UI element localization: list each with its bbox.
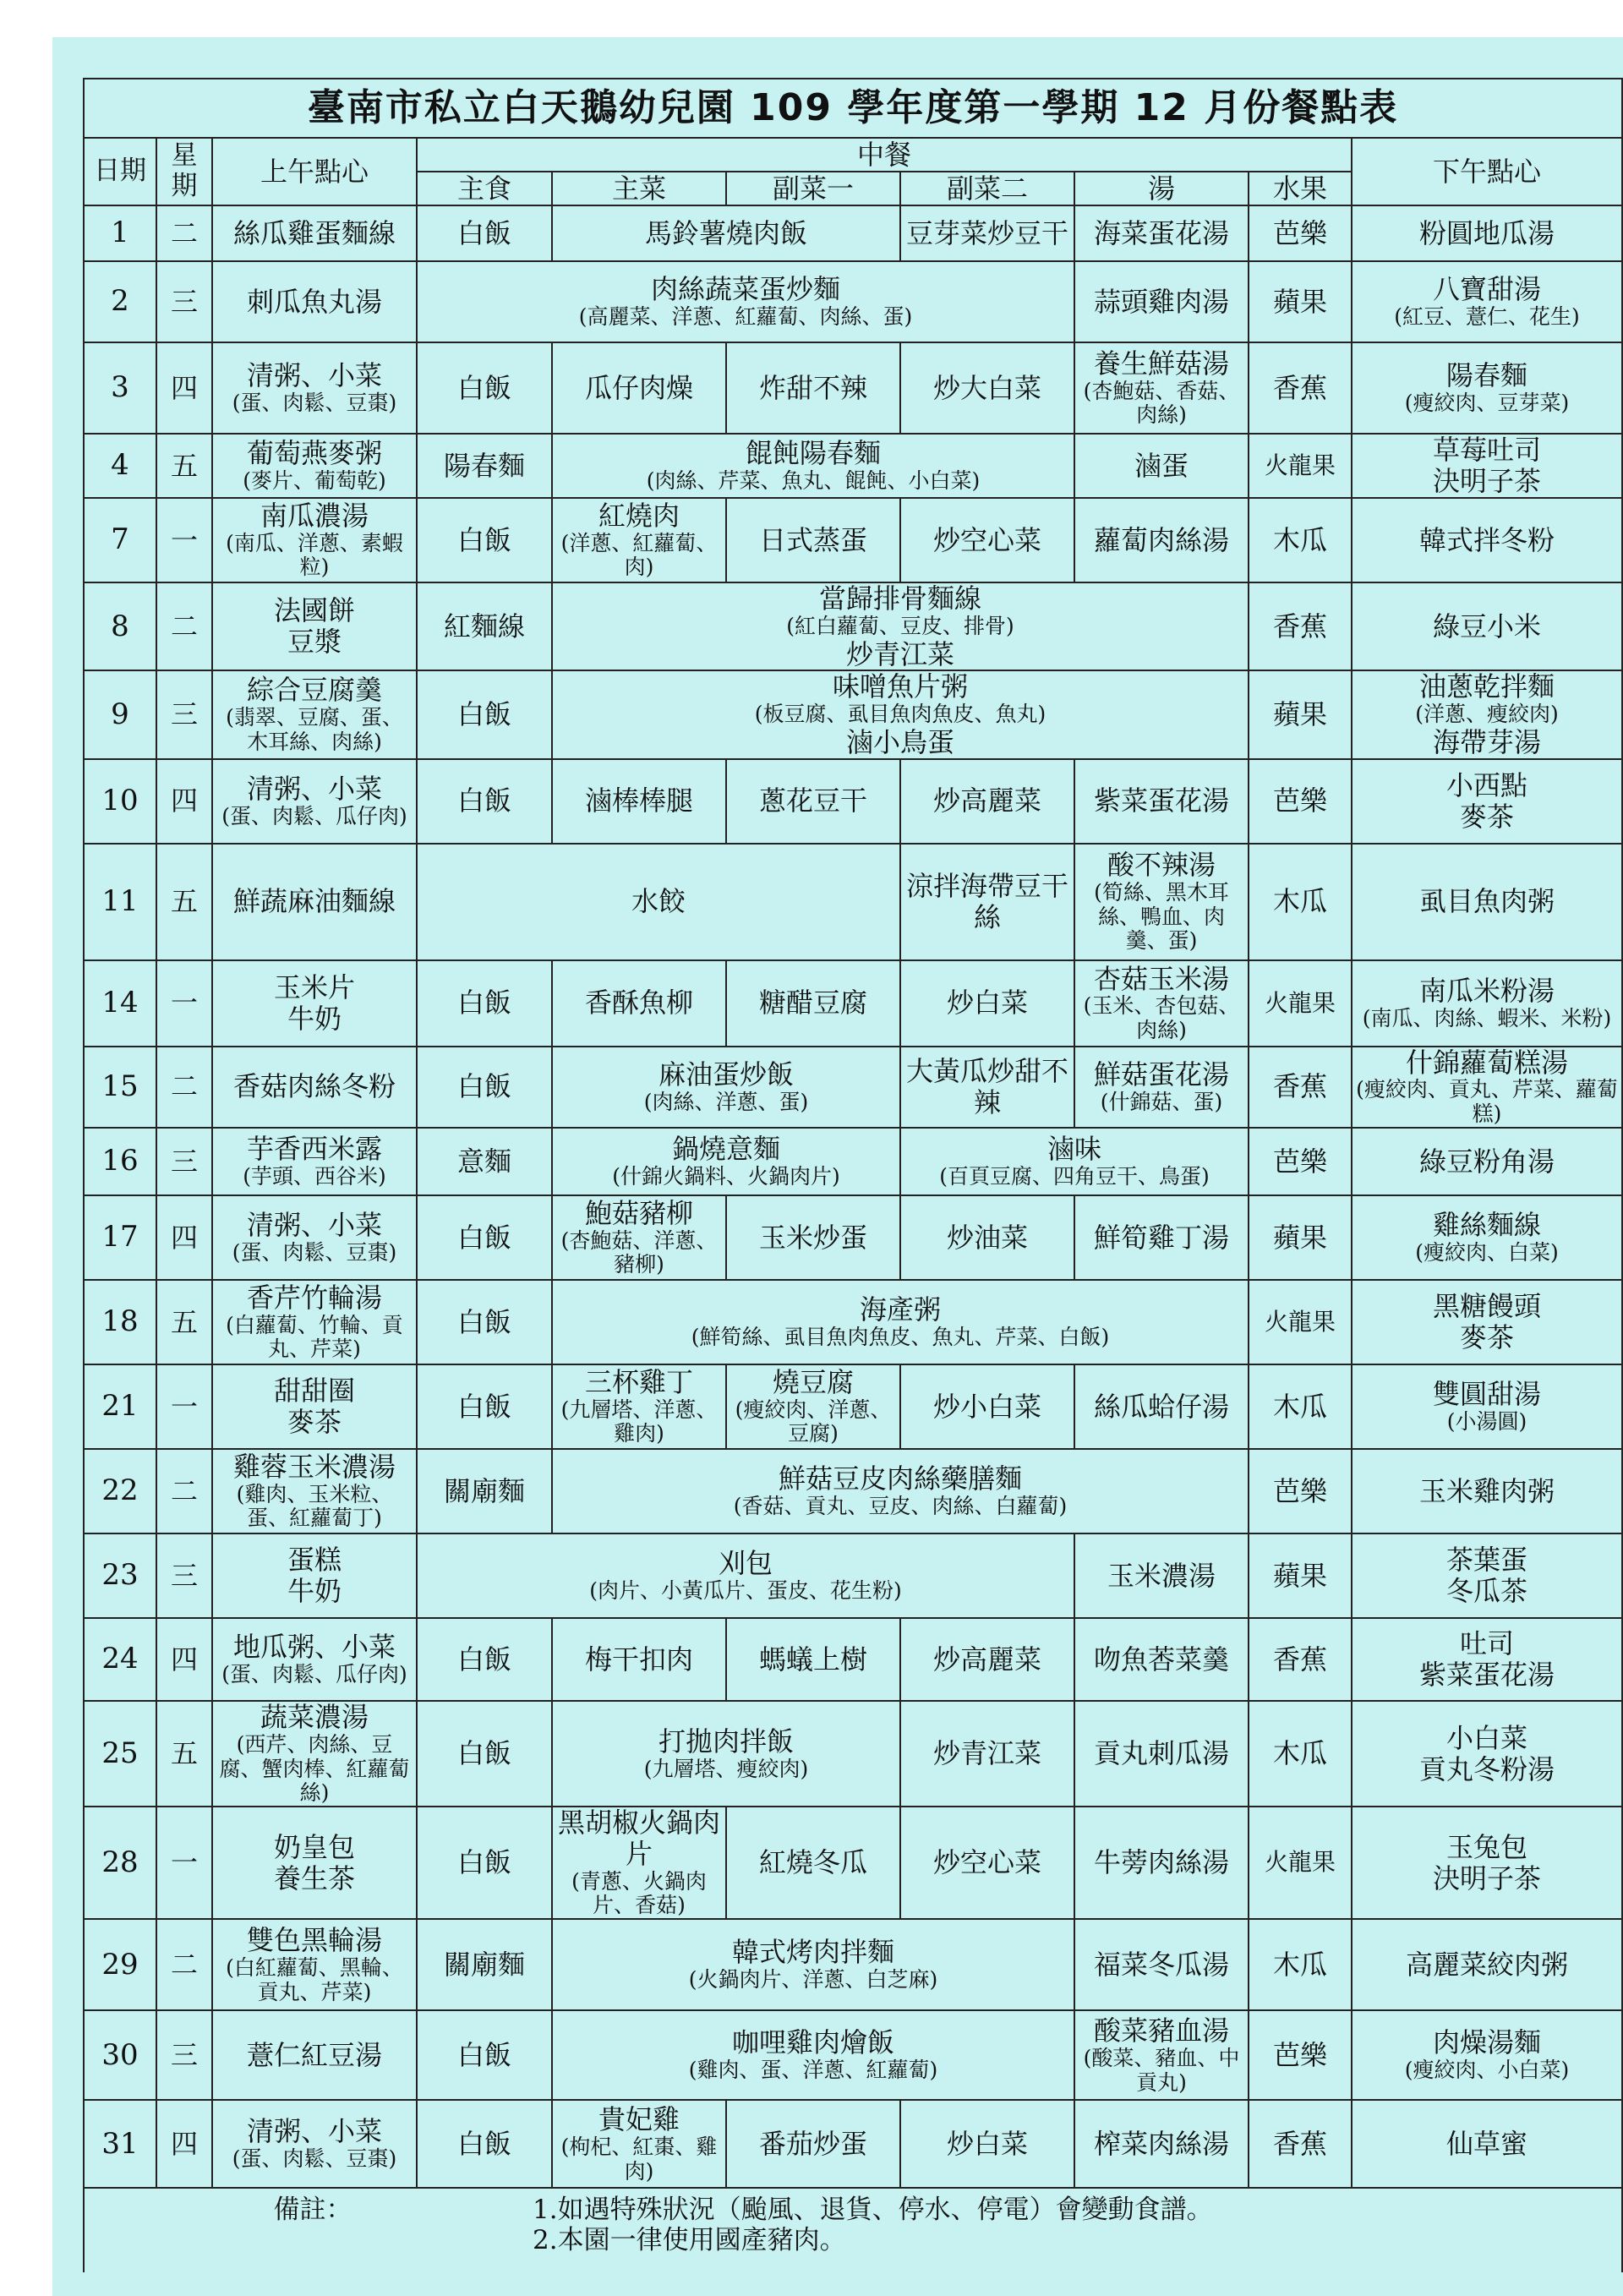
row-lunch-combined: 肉絲蔬菜蛋炒麵 (高麗菜、洋蔥、紅蘿蔔、肉絲、蛋) [417,261,1074,342]
notes-row [84,2188,1622,2272]
row-pm-snack: 雞絲麵線 (瘦絞肉、白菜) [1352,1195,1622,1280]
row-side1: 蔥花豆干 [726,759,900,844]
row-soup: 滷蛋 [1074,434,1249,498]
row-pm-snack: 綠豆小米 [1352,582,1622,670]
row-side2: 大黃瓜炒甜不辣 [900,1047,1074,1128]
row-soup: 酸不辣湯 (筍絲、黑木耳絲、鴨血、肉羹、蛋) [1074,844,1249,960]
row-staple: 白飯 [417,498,552,582]
menu-row [84,1807,1622,1919]
menu-row [84,498,1622,582]
row-pm-snack: 雙圓甜湯 (小湯圓) [1352,1364,1622,1449]
row-staple: 白飯 [417,960,552,1047]
row-soup: 紫菜蛋花湯 [1074,759,1249,844]
row-pm-snack: 什錦蘿蔔糕湯 (瘦絞肉、貢丸、芹菜、蘿蔔糕) [1352,1047,1622,1128]
row-staple: 陽春麵 [417,434,552,498]
row-fruit: 芭樂 [1249,2010,1352,2100]
row-soup: 榨菜肉絲湯 [1074,2100,1249,2188]
row-date: 22 [84,1449,156,1533]
row-am-snack: 鮮蔬麻油麵線 [212,844,417,960]
row-fruit: 火龍果 [1249,434,1352,498]
row-weekday: 四 [156,759,212,844]
row-weekday: 四 [156,1195,212,1280]
row-weekday: 四 [156,342,212,434]
row-side1: 日式蒸蛋 [726,498,900,582]
row-side2: 炒空心菜 [900,1807,1074,1919]
row-am-snack: 清粥、小菜 (蛋、肉鬆、瓜仔肉) [212,759,417,844]
row-side1: 番茄炒蛋 [726,2100,900,2188]
row-pm-snack: 黑糖饅頭 麥茶 [1352,1280,1622,1364]
row-side2: 炒高麗菜 [900,759,1074,844]
row-lunch-combined: 刈包 (肉片、小黃瓜片、蛋皮、花生粉) [417,1533,1074,1618]
row-staple: 白飯 [417,670,552,758]
notes [84,2188,1622,2272]
row-fruit: 香蕉 [1249,582,1352,670]
row-main: 馬鈴薯燒肉飯 [552,205,900,261]
row-staple: 紅麵線 [417,582,552,670]
row-soup: 牛蒡肉絲湯 [1074,1807,1249,1919]
menu-row [84,1047,1622,1128]
row-main: 貴妃雞 (枸杞、紅棗、雞肉) [552,2100,726,2188]
row-am-snack: 奶皇包 養生茶 [212,1807,417,1919]
row-staple: 白飯 [417,1195,552,1280]
row-am-snack: 香菇肉絲冬粉 [212,1047,417,1128]
row-pm-snack: 吐司 紫菜蛋花湯 [1352,1618,1622,1701]
row-am-snack: 雙色黑輪湯 (白紅蘿蔔、黑輪、貢丸、芹菜) [212,1919,417,2010]
header-am-snack: 上午點心 [212,138,417,205]
row-fruit: 芭樂 [1249,759,1352,844]
row-side2: 炒高麗菜 [900,1618,1074,1701]
row-main: 鍋燒意麵 (什錦火鍋料、火鍋肉片) [552,1128,900,1195]
row-pm-snack: 小白菜 貢丸冬粉湯 [1352,1701,1622,1807]
header-side2: 副菜二 [900,172,1074,205]
row-date: 31 [84,2100,156,2188]
row-side1: 燒豆腐 (瘦絞肉、洋蔥、豆腐) [726,1364,900,1449]
row-side1: 螞蟻上樹 [726,1618,900,1701]
menu-row [84,434,1622,498]
row-am-snack: 玉米片 牛奶 [212,960,417,1047]
row-soup: 玉米濃湯 [1074,1533,1249,1618]
menu-row [84,1195,1622,1280]
row-weekday: 五 [156,844,212,960]
row-main: 鮑菇豬柳 (杏鮑菇、洋蔥、豬柳) [552,1195,726,1280]
row-weekday: 三 [156,261,212,342]
row-date: 15 [84,1047,156,1128]
row-soup: 福菜冬瓜湯 [1074,1919,1249,2010]
row-fruit: 芭樂 [1249,205,1352,261]
row-side2: 炒大白菜 [900,342,1074,434]
row-fruit: 蘋果 [1249,1195,1352,1280]
row-pm-snack: 油蔥乾拌麵 (洋蔥、瘦絞肉) 海帶芽湯 [1352,670,1622,758]
row-lunch-combined: 味噌魚片粥 (板豆腐、虱目魚肉魚皮、魚丸) 滷小鳥蛋 [552,670,1249,758]
row-staple: 關廟麵 [417,1919,552,2010]
row-fruit: 芭樂 [1249,1128,1352,1195]
row-weekday: 一 [156,960,212,1047]
menu-row [84,1701,1622,1807]
row-side2: 涼拌海帶豆干絲 [900,844,1074,960]
row-fruit: 香蕉 [1249,1618,1352,1701]
row-date: 9 [84,670,156,758]
row-pm-snack: 八寶甜湯 (紅豆、薏仁、花生) [1352,261,1622,342]
menu-row [84,844,1622,960]
row-staple: 意麵 [417,1128,552,1195]
row-main: 香酥魚柳 [552,960,726,1047]
row-side2: 豆芽菜炒豆干 [900,205,1074,261]
menu-row [84,1618,1622,1701]
row-staple: 白飯 [417,1618,552,1701]
row-main: 黑胡椒火鍋肉片 (青蔥、火鍋肉片、香菇) [552,1807,726,1919]
menu-row [84,582,1622,670]
row-fruit: 蘋果 [1249,1533,1352,1618]
row-weekday: 二 [156,582,212,670]
row-fruit: 火龍果 [1249,1807,1352,1919]
row-staple: 關廟麵 [417,1449,552,1533]
row-weekday: 一 [156,1364,212,1449]
row-lunch-combined: 鮮菇豆皮肉絲藥膳麵 (香菇、貢丸、豆皮、肉絲、白蘿蔔) [552,1449,1249,1533]
header-staple: 主食 [417,172,552,205]
row-side1: 炸甜不辣 [726,342,900,434]
row-date: 14 [84,960,156,1047]
row-side2: 炒空心菜 [900,498,1074,582]
row-pm-snack: 綠豆粉角湯 [1352,1128,1622,1195]
row-pm-snack: 玉米雞肉粥 [1352,1449,1622,1533]
row-pm-snack: 小西點 麥茶 [1352,759,1622,844]
row-fruit: 火龍果 [1249,960,1352,1047]
row-main: 梅干扣肉 [552,1618,726,1701]
note-item: 1.如遇特殊狀況（颱風、退貨、停水、停電）會變動食譜。 [533,2195,1213,2226]
row-fruit: 木瓜 [1249,1919,1352,2010]
row-fruit: 木瓜 [1249,1364,1352,1449]
row-fruit: 木瓜 [1249,844,1352,960]
row-soup: 酸菜豬血湯 (酸菜、豬血、中貢丸) [1074,2010,1249,2100]
menu-row [84,670,1622,758]
row-side1: 糖醋豆腐 [726,960,900,1047]
row-am-snack: 蔬菜濃湯 (西芹、肉絲、豆腐、蟹肉棒、紅蘿蔔絲) [212,1701,417,1807]
row-soup: 海菜蛋花湯 [1074,205,1249,261]
row-weekday: 二 [156,1449,212,1533]
row-date: 8 [84,582,156,670]
row-lunch-combined: 咖哩雞肉燴飯 (雞肉、蛋、洋蔥、紅蘿蔔) [552,2010,1074,2100]
header-lunch: 中餐 [417,138,1352,172]
row-soup: 鮮菇蛋花湯 (什錦菇、蛋) [1074,1047,1249,1128]
header-weekday: 星期 [156,138,212,205]
row-date: 17 [84,1195,156,1280]
header-main: 主菜 [552,172,726,205]
row-lunch-combined: 當歸排骨麵線 (紅白蘿蔔、豆皮、排骨) 炒青江菜 [552,582,1249,670]
row-fruit: 蘋果 [1249,261,1352,342]
row-staple: 白飯 [417,1280,552,1364]
row-am-snack: 芋香西米露 (芋頭、西谷米) [212,1128,417,1195]
row-soup: 蒜頭雞肉湯 [1074,261,1249,342]
row-am-snack: 清粥、小菜 (蛋、肉鬆、豆棗) [212,2100,417,2188]
menu-row [84,1364,1622,1449]
menu-row [84,1533,1622,1618]
row-date: 23 [84,1533,156,1618]
row-soup: 貢丸刺瓜湯 [1074,1701,1249,1807]
row-staple: 白飯 [417,342,552,434]
header-side1: 副菜一 [726,172,900,205]
row-am-snack: 地瓜粥、小菜 (蛋、肉鬆、瓜仔肉) [212,1618,417,1701]
menu-title: 臺南市私立白天鵝幼兒園 109 學年度第一學期 12 月份餐點表 [84,79,1622,138]
menu-row [84,2100,1622,2188]
row-weekday: 五 [156,434,212,498]
row-weekday: 一 [156,1807,212,1919]
row-date: 29 [84,1919,156,2010]
row-date: 21 [84,1364,156,1449]
row-weekday: 三 [156,1128,212,1195]
row-lunch-combined: 餛飩陽春麵 (肉絲、芹菜、魚丸、餛飩、小白菜) [552,434,1074,498]
notes-label: 備註： [273,2195,352,2226]
header-date: 日期 [84,138,156,205]
row-side2: 炒白菜 [900,2100,1074,2188]
row-date: 28 [84,1807,156,1919]
row-soup: 杏菇玉米湯 (玉米、杏包菇、肉絲) [1074,960,1249,1047]
row-date: 10 [84,759,156,844]
row-date: 1 [84,205,156,261]
row-staple: 白飯 [417,1701,552,1807]
row-staple: 白飯 [417,205,552,261]
row-am-snack: 雞蓉玉米濃湯 (雞肉、玉米粒、蛋、紅蘿蔔丁) [212,1449,417,1533]
row-am-snack: 蛋糕 牛奶 [212,1533,417,1618]
row-pm-snack: 粉圓地瓜湯 [1352,205,1622,261]
row-weekday: 五 [156,1280,212,1364]
menu-row [84,759,1622,844]
row-weekday: 一 [156,498,212,582]
row-weekday: 三 [156,2010,212,2100]
note-item: 2.本園一律使用國產豬肉。 [533,2224,846,2255]
row-date: 11 [84,844,156,960]
row-pm-snack: 肉燥湯麵 (瘦絞肉、小白菜) [1352,2010,1622,2100]
row-date: 24 [84,1618,156,1701]
row-pm-snack: 玉兔包 決明子茶 [1352,1807,1622,1919]
row-side1: 玉米炒蛋 [726,1195,900,1280]
row-fruit: 木瓜 [1249,1701,1352,1807]
row-am-snack: 清粥、小菜 (蛋、肉鬆、豆棗) [212,1195,417,1280]
row-main: 三杯雞丁 (九層塔、洋蔥、雞肉) [552,1364,726,1449]
row-pm-snack: 南瓜米粉湯 (南瓜、肉絲、蝦米、米粉) [1352,960,1622,1047]
row-staple: 白飯 [417,1807,552,1919]
row-am-snack: 葡萄燕麥粥 (麥片、葡萄乾) [212,434,417,498]
row-staple: 白飯 [417,1364,552,1449]
row-staple: 白飯 [417,2010,552,2100]
row-soup: 鮮筍雞丁湯 [1074,1195,1249,1280]
row-am-snack: 刺瓜魚丸湯 [212,261,417,342]
row-fruit: 蘋果 [1249,670,1352,758]
row-staple: 白飯 [417,2100,552,2188]
row-soup: 吻魚莕菜羹 [1074,1618,1249,1701]
row-soup: 蘿蔔肉絲湯 [1074,498,1249,582]
row-main: 瓜仔肉燥 [552,342,726,434]
row-fruit: 木瓜 [1249,498,1352,582]
row-date: 3 [84,342,156,434]
menu-row [84,2010,1622,2100]
menu-row [84,1280,1622,1364]
row-pm-snack: 草莓吐司 決明子茶 [1352,434,1622,498]
header-fruit: 水果 [1249,172,1352,205]
row-side2: 炒白菜 [900,960,1074,1047]
row-main: 滷棒棒腿 [552,759,726,844]
row-fruit: 香蕉 [1249,1047,1352,1128]
row-fruit: 火龍果 [1249,1280,1352,1364]
row-lunch-combined: 韓式烤肉拌麵 (火鍋肉片、洋蔥、白芝麻) [552,1919,1074,2010]
row-am-snack: 絲瓜雞蛋麵線 [212,205,417,261]
row-soup: 絲瓜蛤仔湯 [1074,1364,1249,1449]
row-pm-snack: 茶葉蛋 冬瓜茶 [1352,1533,1622,1618]
row-soup: 養生鮮菇湯 (杏鮑菇、香菇、肉絲) [1074,342,1249,434]
row-fruit: 香蕉 [1249,342,1352,434]
row-am-snack: 法國餅 豆漿 [212,582,417,670]
row-weekday: 四 [156,2100,212,2188]
row-main: 麻油蛋炒飯 (肉絲、洋蔥、蛋) [552,1047,900,1128]
menu-row [84,261,1622,342]
row-fruit: 香蕉 [1249,2100,1352,2188]
row-pm-snack: 高麗菜絞肉粥 [1352,1919,1622,2010]
header-pm-snack: 下午點心 [1352,138,1622,205]
row-side2: 炒青江菜 [900,1701,1074,1807]
menu-row [84,960,1622,1047]
row-am-snack: 南瓜濃湯 (南瓜、洋蔥、素蝦粒) [212,498,417,582]
row-date: 18 [84,1280,156,1364]
row-pm-snack: 虱目魚肉粥 [1352,844,1622,960]
row-staple: 白飯 [417,759,552,844]
row-date: 7 [84,498,156,582]
row-lunch-combined: 海產粥 (鮮筍絲、虱目魚肉魚皮、魚丸、芹菜、白飯) [552,1280,1249,1364]
row-staple-main: 水餃 [417,844,900,960]
row-pm-snack: 仙草蜜 [1352,2100,1622,2188]
row-side2: 炒小白菜 [900,1364,1074,1449]
row-side1: 紅燒冬瓜 [726,1807,900,1919]
menu-row [84,1919,1622,2010]
row-am-snack: 薏仁紅豆湯 [212,2010,417,2100]
menu-row [84,1449,1622,1533]
menu-row [84,1128,1622,1195]
row-weekday: 二 [156,205,212,261]
row-am-snack: 綜合豆腐羹 (翡翠、豆腐、蛋、木耳絲、肉絲) [212,670,417,758]
row-pm-snack: 韓式拌冬粉 [1352,498,1622,582]
row-weekday: 三 [156,670,212,758]
menu-row [84,205,1622,261]
row-am-snack: 清粥、小菜 (蛋、肉鬆、豆棗) [212,342,417,434]
header-soup: 湯 [1074,172,1249,205]
row-am-snack: 甜甜圈 麥茶 [212,1364,417,1449]
row-fruit: 芭樂 [1249,1449,1352,1533]
row-weekday: 三 [156,1533,212,1618]
row-weekday: 四 [156,1618,212,1701]
row-main: 紅燒肉 (洋蔥、紅蘿蔔、肉) [552,498,726,582]
row-date: 4 [84,434,156,498]
row-staple: 白飯 [417,1047,552,1128]
row-side-soup: 滷味 (百頁豆腐、四角豆干、鳥蛋) [900,1128,1249,1195]
row-side2: 炒油菜 [900,1195,1074,1280]
row-date: 25 [84,1701,156,1807]
row-am-snack: 香芹竹輪湯 (白蘿蔔、竹輪、貢丸、芹菜) [212,1280,417,1364]
row-date: 30 [84,2010,156,2100]
row-date: 2 [84,261,156,342]
row-weekday: 五 [156,1701,212,1807]
row-date: 16 [84,1128,156,1195]
row-weekday: 二 [156,1047,212,1128]
menu-table [83,78,1623,2272]
row-pm-snack: 陽春麵 (瘦絞肉、豆芽菜) [1352,342,1622,434]
menu-row [84,342,1622,434]
row-weekday: 二 [156,1919,212,2010]
row-main: 打拋肉拌飯 (九層塔、瘦絞肉) [552,1701,900,1807]
